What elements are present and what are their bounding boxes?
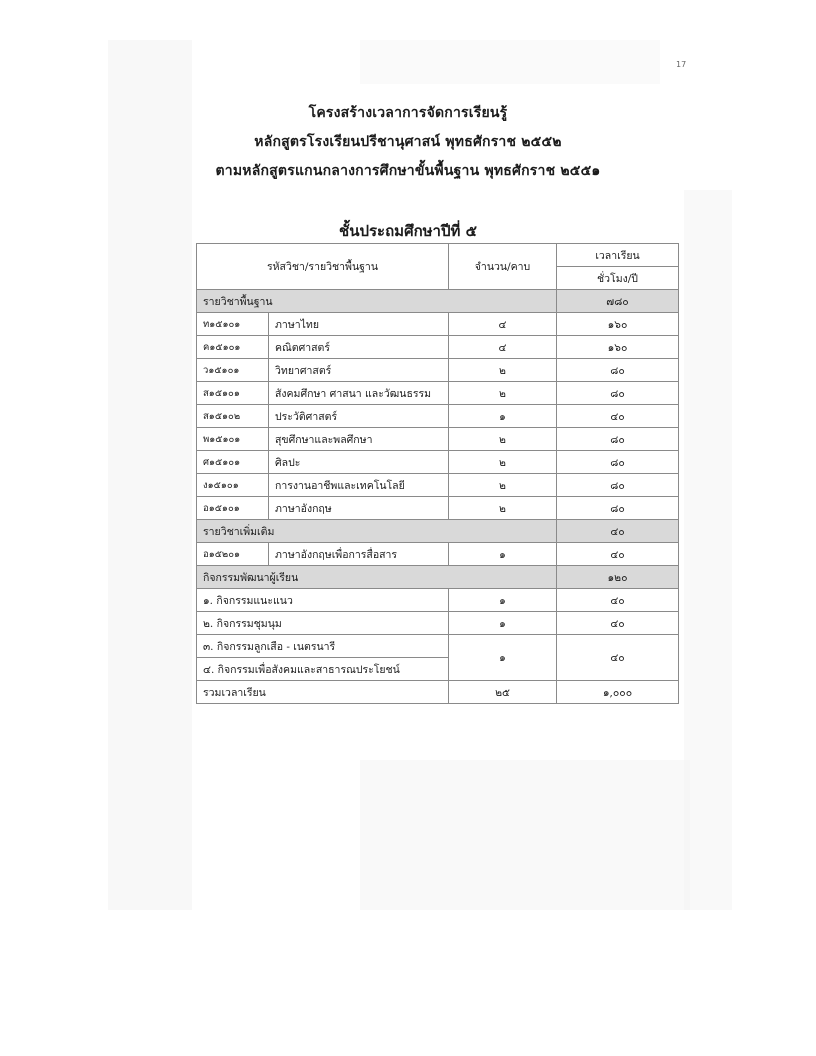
- subject-periods: ๔: [449, 336, 557, 359]
- subject-periods: ๑: [449, 405, 557, 428]
- page-number: 17: [676, 60, 687, 69]
- subject-periods: ๒: [449, 497, 557, 520]
- activity-periods: ๑: [449, 589, 557, 612]
- subject-periods: ๒: [449, 382, 557, 405]
- subject-hours: ๔๐: [557, 405, 679, 428]
- table-row: [197, 474, 679, 497]
- subject-name: ภาษาอังกฤษเพื่อการสื่อสาร: [269, 543, 449, 566]
- header-hours-top: เวลาเรียน: [557, 244, 679, 267]
- activity-name: ๑. กิจกรรมแนะแนว: [197, 589, 449, 612]
- table-row: [197, 589, 679, 612]
- subject-name: ประวัติศาสตร์: [269, 405, 449, 428]
- subject-name: ภาษาอังกฤษ: [269, 497, 449, 520]
- section-hours: ๑๒๐: [557, 566, 679, 589]
- subject-periods: ๒: [449, 359, 557, 382]
- section-basic: [197, 290, 679, 313]
- subject-code: ว๑๕๑๐๑: [197, 359, 269, 382]
- activity-periods: ๑: [449, 612, 557, 635]
- section-hours: ๗๘๐: [557, 290, 679, 313]
- subject-code: ศ๑๕๑๐๑: [197, 451, 269, 474]
- total-periods: ๒๕: [449, 681, 557, 704]
- table-row: [197, 405, 679, 428]
- section-activities: [197, 566, 679, 589]
- header-hours-bottom: ชั่วโมง/ปี: [557, 267, 679, 290]
- scan-bleed-right: [684, 190, 732, 910]
- activity-name: ๒. กิจกรรมชุมนุม: [197, 612, 449, 635]
- section-additional: [197, 520, 679, 543]
- subject-name: สังคมศึกษา ศาสนา และวัฒนธรรม: [269, 382, 449, 405]
- section-label: รายวิชาพื้นฐาน: [197, 290, 557, 313]
- scan-bleed-top: [360, 40, 660, 84]
- subject-name: คณิตศาสตร์: [269, 336, 449, 359]
- table-row: [197, 313, 679, 336]
- subject-hours: ๘๐: [557, 428, 679, 451]
- subject-hours: ๔๐: [557, 543, 679, 566]
- subject-hours: ๘๐: [557, 474, 679, 497]
- subject-name: ศิลปะ: [269, 451, 449, 474]
- subject-hours: ๘๐: [557, 451, 679, 474]
- scan-bleed-bottom: [360, 760, 690, 910]
- header-periods: จำนวน/คาบ: [449, 244, 557, 290]
- table-row: [197, 428, 679, 451]
- doc-title: โครงสร้างเวลาการจัดการเรียนรู้: [308, 105, 508, 121]
- section-label: กิจกรรมพัฒนาผู้เรียน: [197, 566, 557, 589]
- subject-hours: ๘๐: [557, 359, 679, 382]
- subject-name: สุขศึกษาและพลศึกษา: [269, 428, 449, 451]
- subject-periods: ๒: [449, 428, 557, 451]
- subject-name: วิทยาศาสตร์: [269, 359, 449, 382]
- subject-hours: ๘๐: [557, 497, 679, 520]
- activity-hours: ๔๐: [557, 635, 679, 681]
- subject-code: อ๑๕๒๐๑: [197, 543, 269, 566]
- curriculum-table: [196, 243, 679, 704]
- subject-code: พ๑๕๑๐๑: [197, 428, 269, 451]
- grade-title: ชั้นประถมศึกษาปีที่ ๕: [339, 222, 477, 240]
- table-row: [197, 543, 679, 566]
- table-row: [197, 612, 679, 635]
- total-hours: ๑,๐๐๐: [557, 681, 679, 704]
- section-hours: ๔๐: [557, 520, 679, 543]
- subject-code: ค๑๕๑๐๑: [197, 336, 269, 359]
- table-row: [197, 359, 679, 382]
- subject-code: ท๑๕๑๐๑: [197, 313, 269, 336]
- subject-periods: ๒: [449, 451, 557, 474]
- table-row: [197, 382, 679, 405]
- subject-code: ส๑๕๑๐๒: [197, 405, 269, 428]
- subject-hours: ๑๖๐: [557, 313, 679, 336]
- activity-hours: ๔๐: [557, 612, 679, 635]
- subject-code: ง๑๕๑๐๑: [197, 474, 269, 497]
- table-row: [197, 451, 679, 474]
- total-row: [197, 681, 679, 704]
- subject-code: อ๑๕๑๐๑: [197, 497, 269, 520]
- subject-hours: ๘๐: [557, 382, 679, 405]
- section-label: รายวิชาเพิ่มเติม: [197, 520, 557, 543]
- table-row: [197, 336, 679, 359]
- subject-hours: ๑๖๐: [557, 336, 679, 359]
- header-subject: รหัสวิชา/รายวิชาพื้นฐาน: [197, 244, 449, 290]
- subject-periods: ๒: [449, 474, 557, 497]
- activity-name: ๓. กิจกรรมลูกเสือ - เนตรนารี: [197, 635, 449, 658]
- subject-periods: ๔: [449, 313, 557, 336]
- subject-code: ส๑๕๑๐๑: [197, 382, 269, 405]
- activity-hours: ๔๐: [557, 589, 679, 612]
- activity-periods: ๑: [449, 635, 557, 681]
- table-header-row: [197, 244, 679, 267]
- total-label: รวมเวลาเรียน: [197, 681, 449, 704]
- table-row: [197, 497, 679, 520]
- subject-name: การงานอาชีพและเทคโนโลยี: [269, 474, 449, 497]
- subject-name: ภาษาไทย: [269, 313, 449, 336]
- doc-subtitle: หลักสูตรโรงเรียนปรีชานุศาสน์ พุทธศักราช ๒๕๕๒: [254, 134, 562, 150]
- activity-name: ๔. กิจกรรมเพื่อสังคมและสาธารณประโยชน์: [197, 658, 449, 681]
- doc-subtitle-2: ตามหลักสูตรแกนกลางการศึกษาขั้นพื้นฐาน พุทธศักราช ๒๕๕๑: [215, 163, 601, 179]
- table-row: [197, 635, 679, 658]
- subject-periods: ๑: [449, 543, 557, 566]
